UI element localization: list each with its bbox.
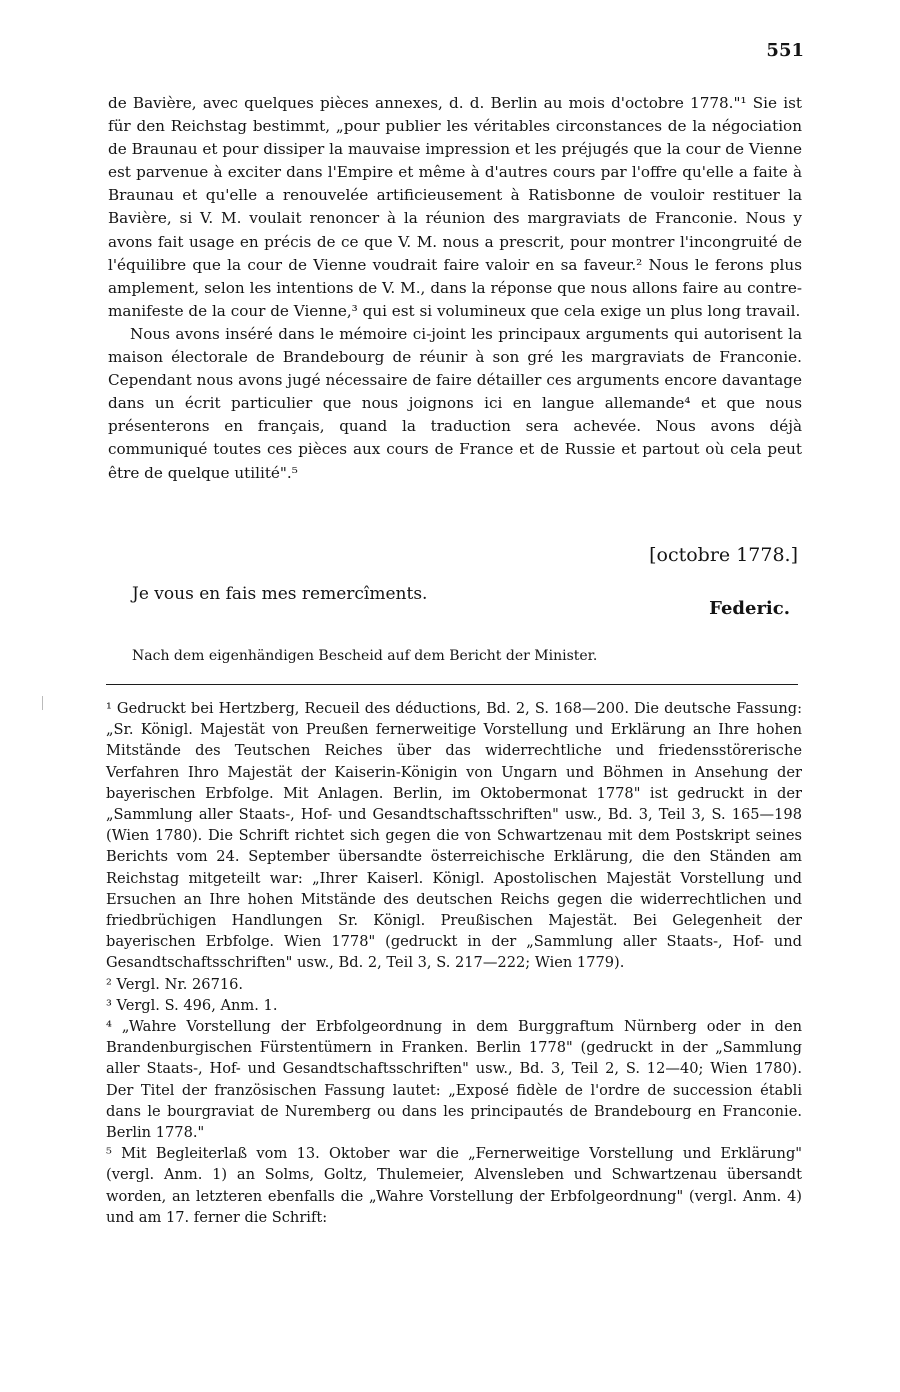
body-paragraph-2: Nous avons inséré dans le mémoire ci-joint les principaux arguments qui autorisent la maison électorale de Brandebourg de réunir à son gré les margraviats de Franconie. Cependant nous avons jugé nécessaire de faire détailler ces arguments encore davantage dans un écrit particulier que nous joignons ici en langue allemande⁴ et que nous présenterons en français, quand la traduction sera achevée. Nous avons déjà communiqué toutes ces pièces aux cours de France et de Russie et partout où cela peut être de quelque utilité".⁵ — [108, 324, 802, 482]
footnote-4: ⁴ „Wahre Vorstellung der Erbfolgeordnung in dem Burggraftum Nürnberg oder in den Brandenburgischen Fürstentümern in Franken. Berlin 1778" (gedruckt in der „Sammlung aller Staats-, Hof- und Gesandtschaftsschriften" usw., Bd. 3, Teil 2, S. 12—40; Wien 1780). Der Titel der französischen Fassung lautet: „Exposé fidèle de l'ordre de succession établi dans le bourgraviat de Nuremberg ou dans les principautés de Brandebourg en Franconie. Berlin 1778." — [106, 1018, 802, 1142]
page-number: 551 — [766, 40, 804, 61]
date-line: [octobre 1778.] — [649, 544, 798, 566]
body-paragraph-1: de Bavière, avec quelques pièces annexes, d. d. Berlin au mois d'octobre 1778."¹ Sie ist für den Reichstag bestimmt, „pour publier les véritables circonstances de la négociation de Braunau et pour dissiper la mauvaise impression et les préjugés que la cour de Vienne est parvenue à exciter dans l'Empire et même à d'autres cours par l'offre qu'elle a faite à Braunau et qu'elle a renouvelée artificieusement à Ratisbonne de vouloir restituer la Bavière, si V. M. voulait renoncer à la réunion des margraviats de Franconie. Nous y avons fait usage en précis de ce que V. M. nous a prescrit, pour montrer l'incongruité de l'équilibre que la cour de Vienne voudrait faire valoir en sa faveur.² Nous le ferons plus amplement, selon les intentions de V. M., dans la réponse que nous allons faire au contre-manifeste de la cour de Vienne,³ qui est si volumineux que cela exige un plus long travail. — [108, 94, 802, 320]
margin-mark — [42, 696, 43, 710]
footnote-2: ² Vergl. Nr. 26716. — [106, 975, 244, 993]
footnote-3: ³ Vergl. S. 496, Anm. 1. — [106, 996, 278, 1014]
signature: Federic. — [709, 598, 790, 619]
closing-remark: Je vous en fais mes remercîments. — [132, 584, 428, 604]
footnotes — [106, 698, 802, 1228]
main-text — [108, 92, 802, 485]
footnote-1: ¹ Gedruckt bei Hertzberg, Recueil des déductions, Bd. 2, S. 168—200. Die deutsche Fassung: „Sr. Königl. Majestät von Preußen fernerweitige Vorstellung und Erklärung an Ihre hohen Mitstände des Teutschen Reiches über das widerrechtliche und friedensstörerische Verfahren Ihro Majestät der Kaiserin-Königin von Ungarn und Böhmen in Ansehung der bayerischen Erbfolge. Mit Anlagen. Berlin, im Oktobermonat 1778" ist gedruckt in der „Sammlung aller Staats-, Hof- und Gesandtschaftsschriften" usw., Bd. 3, Teil 3, S. 165—198 (Wien 1780). Die Schrift richtet sich gegen die von Schwartzenau mit dem Postskript seines Berichts vom 24. September übersandte österreichische Erklärung, die den Ständen am Reichstag mitgeteilt war: „Ihrer Kaiserl. Königl. Apostolischen Majestät Vorstellung und Ersuchen an Ihre hohen Mitstände des deutschen Reichs gegen die widerrechtlichen und friedbrüchigen Handlungen Sr. Königl. Preußischen Majestät. Bei Gelegenheit der bayerischen Erbfolge. Wien 1778" (gedruckt in der „Sammlung aller Staats-, Hof- und Gesandtschaftsschriften" usw., Bd. 2, Teil 3, S. 217—222; Wien 1779). — [106, 700, 802, 972]
footnote-divider — [106, 684, 798, 685]
footnote-5: ⁵ Mit Begleiterlaß vom 13. Oktober war die „Fernerweitige Vorstellung und Erklärung" (vergl. Anm. 1) an Solms, Goltz, Thulemeier, Alvensleben und Schwartzenau übersandt worden, an letzteren ebenfalls die „Wahre Vorstellung der Erbfolgeordnung" (vergl. Anm. 4) und am 17. ferner die Schrift: — [106, 1145, 802, 1226]
source-note: Nach dem eigenhändigen Bescheid auf dem Bericht der Minister. — [132, 648, 598, 664]
